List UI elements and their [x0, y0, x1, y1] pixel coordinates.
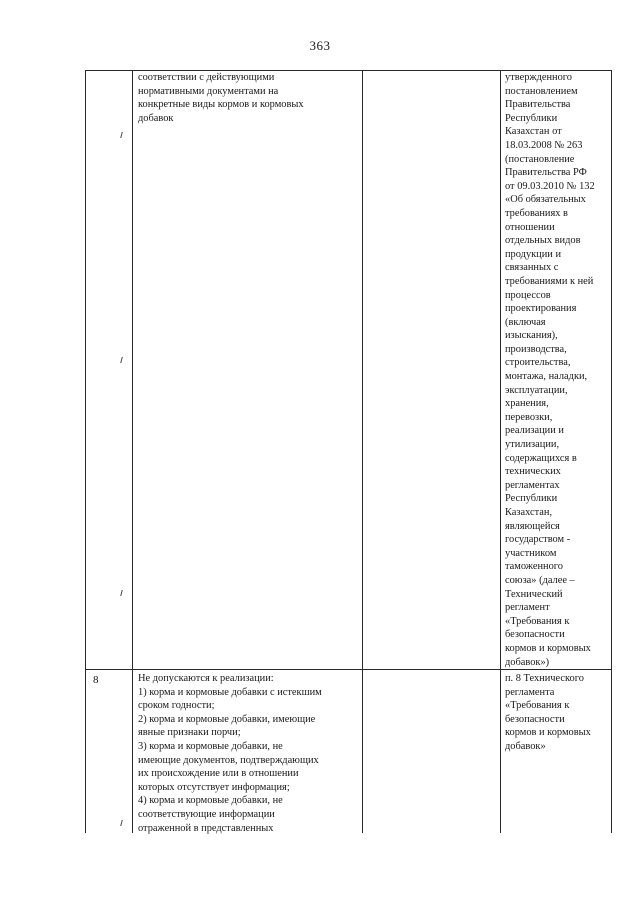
table-divider-2	[362, 70, 363, 833]
row-number: 8	[93, 674, 99, 686]
scan-mark	[120, 590, 125, 596]
table-border-left	[85, 70, 86, 833]
row-separator	[85, 669, 612, 670]
requirement-text: соответствии с действующими нормативными документами на конкретные виды кормов и кормовых добавок	[138, 72, 304, 124]
requirement-text: Не допускаются к реализации: 1) корма и кормовые добавки с истекшим сроком годности; 2) корма и кормовые добавки, имеющие явные признаки порчи; 3) корма и кормовые добавки, не имеющие документов, подтверждающих их происхождение или в отношении которых отсутствует информация; 4) корма и кормовые добавки, не соответствующие информации отраженной в представленных	[138, 673, 322, 834]
scan-mark	[120, 820, 125, 826]
table-border-right	[611, 70, 612, 833]
page-number: 363	[309, 38, 331, 53]
table-divider-1	[132, 70, 133, 833]
table-divider-3	[500, 70, 501, 833]
reference-text: утвержденного постановлением Правительства Республики Казахстан от 18.03.2008 № 263 (постановление Правительства РФ от 09.03.2010 № 132 «Об обязательных требованиях в отношении отдельных видов продукции и связанных с требованиями к ней процессов проектирования (включая изыскания), производства, строительства, монтажа, наладки, эксплуатации, хранения, перевозки, реализации и утилизации, содержащихся в технических регламентах Республики Казахстан, являющейся государством - участником таможенного союза» (далее – Технический регламент «Требования к безопасности кормов и кормовых добавок»)	[505, 72, 595, 668]
scan-mark	[120, 357, 125, 363]
reference-text: п. 8 Технического регламента «Требования к безопасности кормов и кормовых добавок»	[505, 673, 591, 752]
scan-mark	[120, 132, 125, 138]
